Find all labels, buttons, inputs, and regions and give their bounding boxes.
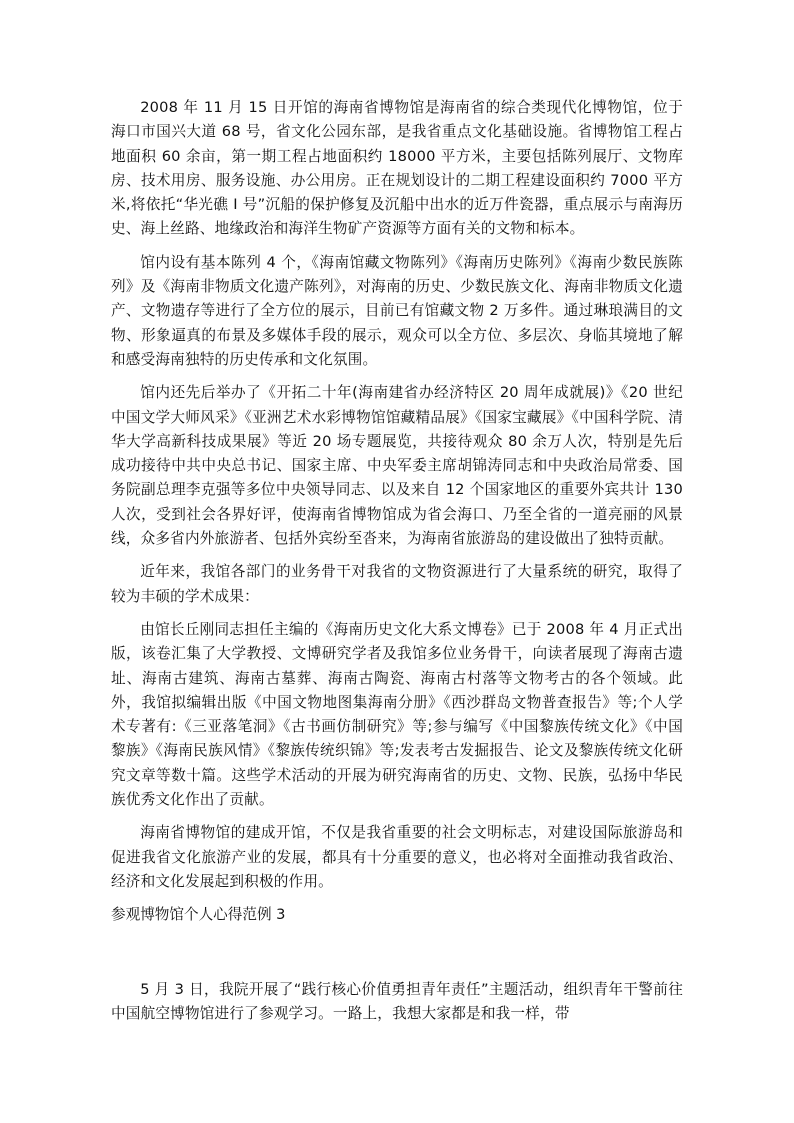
document-page <box>111 96 683 1035</box>
paragraph-exhibitions: 馆内设有基本陈列 4 个，《海南馆藏文物陈列》《海南历史陈列》《海南少数民族陈列》及《海南非物质文化遗产陈列》，对海南的历史、少数民族文化、海南非物质文化遗产、文物遗存等进行了全方位的展示，目前已有馆藏文物 2 万多件。通过琳琅满目的文物、形象逼真的布景及多媒体手段的展示，观众可以全方位、多层次、身临其境地了解和感受海南独特的历史传承和文化氛围。 <box>111 253 683 368</box>
paragraph-significance: 海南省博物馆的建成开馆，不仅是我省重要的社会文明标志，对建设国际旅游岛和促进我省文化旅游产业的发展，都具有十分重要的意义，也必将对全面推动我省政治、经济和文化发展起到积极的作用。 <box>111 824 683 890</box>
blank-line <box>111 928 683 978</box>
section-heading: 参观博物馆个人心得范例 3 <box>111 906 286 924</box>
paragraph-special-exhibitions: 馆内还先后举办了《开拓二十年(海南建省办经济特区 20 周年成就展)》《20 世纪中国文学大师风采》《亚洲艺术水彩博物馆馆藏精品展》《国家宝藏展》《中国科学院、清华大学高新科技成果展》等近 20 场专题展览，共接待观众 80 余万人次，特别是先后成功接待中共中央总书记、国家主席、中央军委主席胡锦涛同志和中央政治局常委、国务院副总理李克强等多位中央领导同志、以及来自 12 个国家地区的重要外宾共计 130 人次，受到社会各界好评，使海南省博物馆成为省会海口、乃至全省的一道亮丽的风景线，众多省内外旅游者、包括外宾纷至沓来，为海南省旅游岛的建设做出了独特贡献。 <box>111 384 683 548</box>
paragraph-visit-intro: 5 月 3 日，我院开展了“践行核心价值勇担青年责任”主题活动，组织青年干警前往中国航空博物馆进行了参观学习。一路上，我想大家都是和我一样，带 <box>111 980 683 1022</box>
paragraph-research-results: 由馆长丘刚同志担任主编的《海南历史文化大系文博卷》已于 2008 年 4 月正式出版，该卷汇集了大学教授、文博研究学者及我馆多位业务骨干，向读者展现了海南古遗址、海南古建筑、海南古墓葬、海南古陶瓷、海南古村落等文物考古的各个领域。此外，我馆拟编辑出版《中国文物地图集海南分册》《西沙群岛文物普查报告》等;个人学术专著有:《三亚落笔洞》《古书画仿制研究》等;参与编写《中国黎族传统文化》《中国黎族》《海南民族风情》《黎族传统织锦》等;发表考古发掘报告、论文及黎族传统文化研究文章等数十篇。这些学术活动的开展为研究海南省的历史、文物、民族，弘扬中华民族优秀文化作出了贡献。 <box>111 620 683 809</box>
paragraph-museum-overview: 2008 年 11 月 15 日开馆的海南省博物馆是海南省的综合类现代化博物馆，位于海口市国兴大道 68 号，省文化公园东部，是我省重点文化基础设施。省博物馆工程占地面积 60 余亩，第一期工程占地面积约 18000 平方米，主要包括陈列展厅、文物库房、技术用房、服务设施、办公用房。正在规划设计的二期工程建设面积约 7000 平方米,将依托“华光礁 I 号”沉船的保护修复及沉船中出水的近万件瓷器，重点展示与南海历史、海上丝路、地缘政治和海洋生物矿产资源等方面有关的文物和标本。 <box>111 99 683 238</box>
paragraph-research-intro: 近年来，我馆各部门的业务骨干对我省的文物资源进行了大量系统的研究，取得了较为丰硕的学术成果： <box>111 563 683 605</box>
